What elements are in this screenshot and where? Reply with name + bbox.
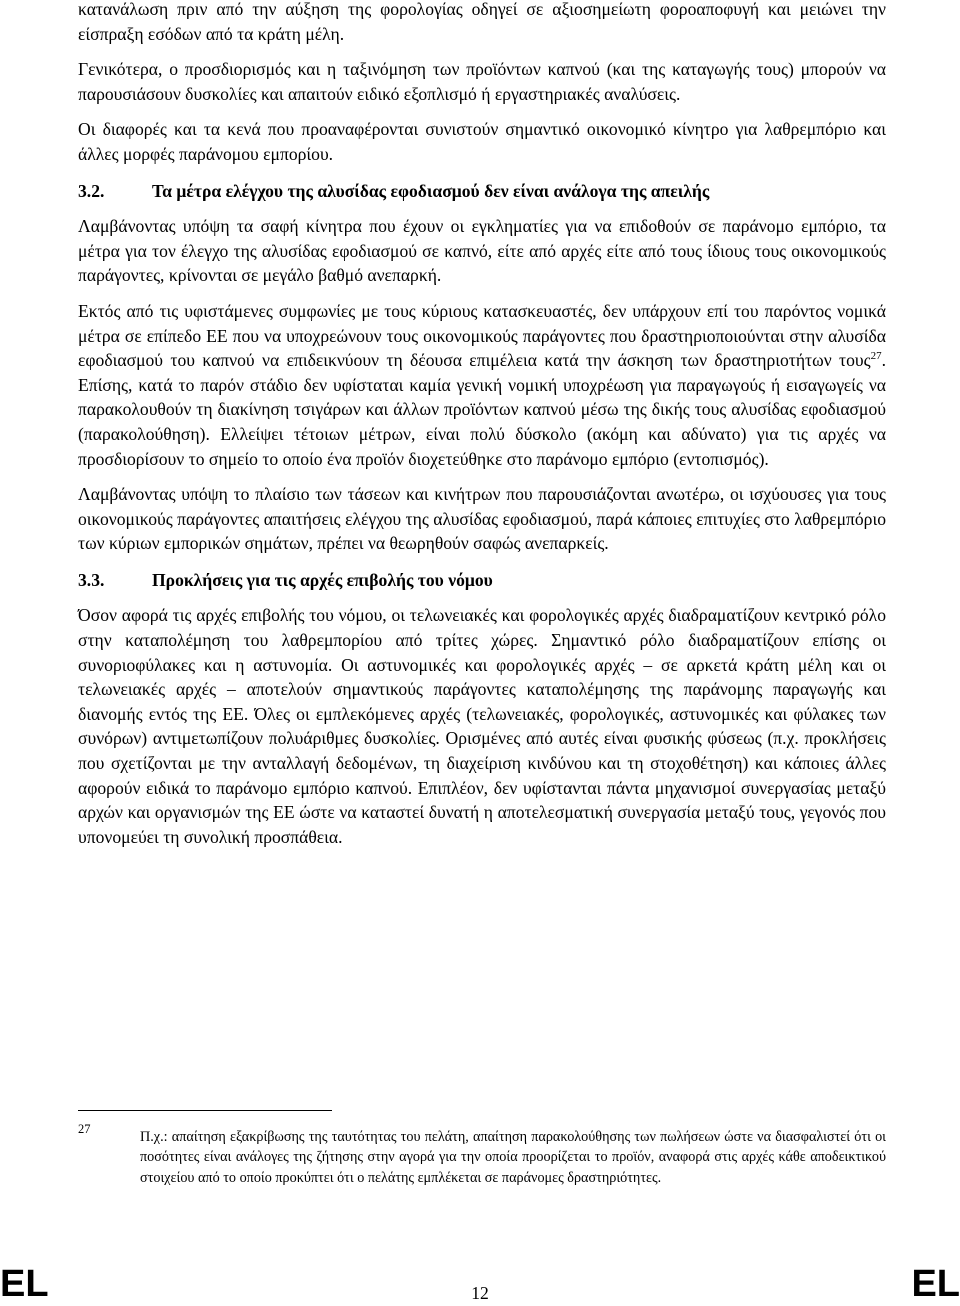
section-title: Προκλήσεις για τις αρχές επιβολής του νόμου (152, 569, 493, 590)
paragraph-legal-measures (78, 299, 886, 471)
section-number: 3.2. (78, 180, 105, 201)
footer-language-right: EL (911, 1263, 960, 1305)
section-heading-3-3 (78, 568, 886, 593)
footnote-separator (78, 1110, 332, 1111)
footer-language-left: EL (0, 1263, 49, 1305)
section-heading-3-2 (78, 179, 886, 204)
paragraph-consumption: κατανάλωση πριν από την αύξηση της φορολογίας οδηγεί σε αξιοσημείωτη φοροαποφυγή και μειώνει την είσπραξη εσόδων από τα κράτη μέλη. (78, 0, 886, 44)
footnote-number: 27 (78, 1122, 91, 1136)
page-number: 12 (471, 1283, 489, 1303)
footnote (78, 1120, 886, 1188)
footnote-text: Π.χ.: απαίτηση εξακρίβωσης της ταυτότητας του πελάτη, απαίτηση παρακολούθησης των πωλήσεων ώστε να διασφαλιστεί ότι οι ποσότητες είναι ανάλογες της ζήτησης στην αγορά για την οποία προορίζεται το προϊόν, αναφορά στις αρχές κάθε αποδεικτικού στοιχείου από το οποίο προκύπτει ότι ο πελάτης εμπλέκεται σε παράνομες δραστηριότητες. (140, 1129, 886, 1186)
paragraph-incentives: Οι διαφορές και τα κενά που προαναφέρονται συνιστούν σημαντικό οικονομικό κίνητρο για λαθρεμπόριο και άλλες μορφές παράνομου εμπορίου. (78, 119, 886, 164)
paragraph-supply-chain-controls: Λαμβάνοντας υπόψη τα σαφή κίνητρα που έχουν οι εγκληματίες για να επιδοθούν σε παράνομο εμπόριο, τα μέτρα για τον έλεγχο της αλυσίδας εφοδιασμού σε καπνό, είτε από αρχές είτε από τους ίδιους τους οικονομικούς παράγοντες, κρίνονται σε μεγάλο βαθμό ανεπαρκή. (78, 216, 886, 286)
paragraph-text-part: . Επίσης, κατά το παρόν στάδιο δεν υφίσταται καμία γενική νομική υποχρέωση για παραγωγούς ή εισαγωγείς να παρακολουθούν τη διακίνηση τσιγάρων και άλλων προϊόντων καπνού μέσω της δικής τους αλυσίδας εφοδιασμού (παρακολούθηση). Ελλείψει τέτοιων μέτρων, είναι πολύ δύσκολο (ακόμη και αδύνατο) για τις αρχές να προσδιορίσουν το σημείο το οποίο ένα προϊόν διοχετεύθηκε στο παράνομο εμπόριο (εντοπισμός). (78, 350, 886, 469)
document-body (78, 0, 886, 849)
paragraph-inadequate-requirements: Λαμβάνοντας υπόψη το πλαίσιο των τάσεων και κινήτρων που παρουσιάζονται ανωτέρω, οι ισχύουσες για τους οικονομικούς παράγοντες απαιτήσεις ελέγχου της αλυσίδας εφοδιασμού, παρά κάποιες επιτυχίες στο λαθρεμπόριο των κύριων εμπορικών σημάτων, πρέπει να θεωρηθούν σαφώς ανεπαρκείς. (78, 484, 886, 554)
footnote-reference[interactable]: 27 (870, 350, 882, 363)
section-title: Τα μέτρα ελέγχου της αλυσίδας εφοδιασμού δεν είναι ανάλογα της απειλής (152, 180, 710, 201)
paragraph-text-part: Εκτός από τις υφιστάμενες συμφωνίες με τους κύριους κατασκευαστές, δεν υπάρχουν επί του παρόντος νομικά μέτρα σε επίπεδο ΕΕ που να υποχρεώνουν τους οικονομικούς παράγοντες που δραστηριοποιούνται στην αλυσίδα εφοδιασμού του καπνού να επιδεικνύουν τη δέουσα επιμέλεια κατά την άσκηση των δραστηριοτήτων τους (78, 300, 886, 371)
paragraph-classification: Γενικότερα, ο προσδιορισμός και η ταξινόμηση των προϊόντων καπνού (και της καταγωγής τους) μπορούν να παρουσιάσουν δυσκολίες και απαιτούν ειδικό εξοπλισμό ή εργαστηριακές αναλύσεις. (78, 59, 886, 104)
section-number: 3.3. (78, 569, 105, 590)
paragraph-enforcement-challenges: Όσον αφορά τις αρχές επιβολής του νόμου, οι τελωνειακές και φορολογικές αρχές διαδραματίζουν κεντρικό ρόλο στην καταπολέμηση του λαθρεμπορίου από τρίτες χώρες. Σημαντικό ρόλο διαδραματίζουν επίσης οι συνοριοφύλακες και η αστυνομία. Οι αστυνομικές και φορολογικές αρχές – σε αρκετά κράτη μέλη και οι τελωνειακές αρχές – αποτελούν σημαντικούς παράγοντες καταπολέμησης της παράνομης παραγωγής και διανομής εντός της ΕΕ. Όλες οι εμπλεκόμενες αρχές (τελωνειακές, φορολογικές, αστυνομικές και φύλακες των συνόρων) αντιμετωπίζουν πολυάριθμες δυσκολίες. Ορισμένες από αυτές είναι φυσικής φύσεως (π.χ. προκλήσεις που σχετίζονται με την ανταλλαγή δεδομένων, τη διαχείριση κινδύνου και τη στοχοθέτηση) και κάποιες άλλες αφορούν ειδικά το παράνομο εμπόριο καπνού. Επιπλέον, δεν υφίστανται πάντα μηχανισμοί συνεργασίας μεταξύ αρχών και οργανισμών της ΕΕ ώστε να καταστεί δυνατή η αποτελεσματική συνεργασία μεταξύ τους, γεγονός που υπονομεύει τη συνολική προσπάθεια. (78, 605, 886, 847)
